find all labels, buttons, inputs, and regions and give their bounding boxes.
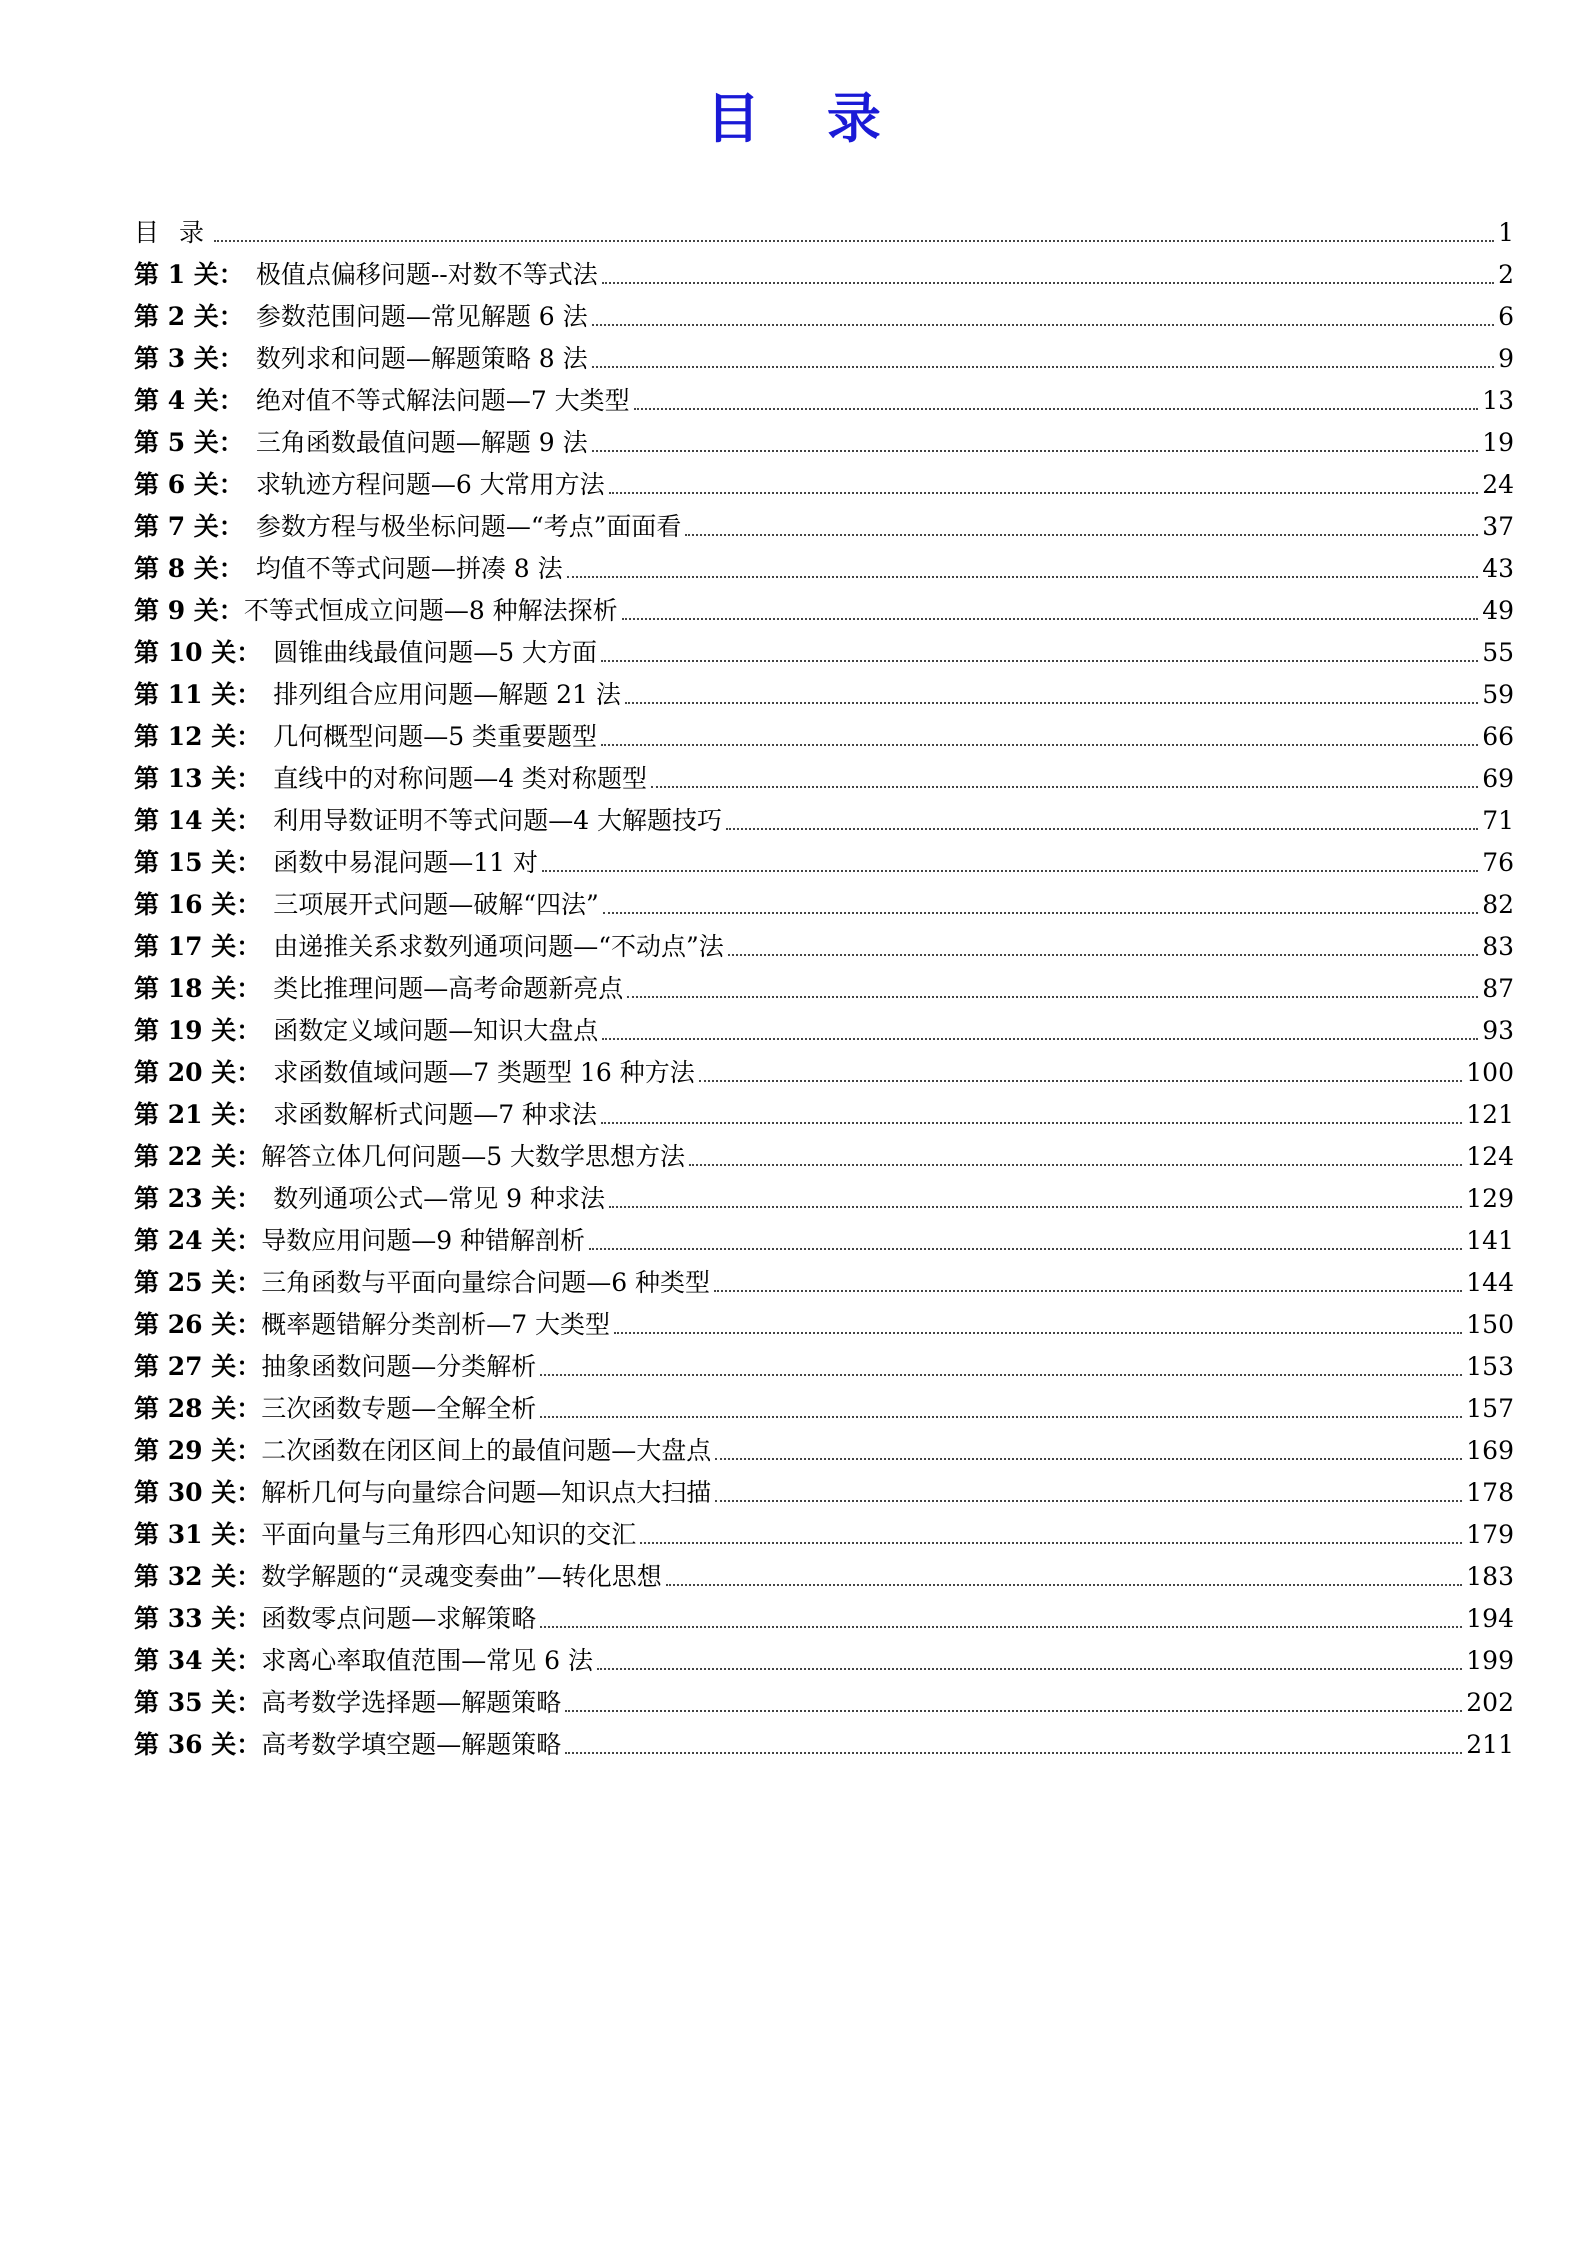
- toc-page-number: 194: [1466, 1604, 1514, 1633]
- toc-entry-text: [134, 1478, 711, 1508]
- toc-page-number: 66: [1482, 722, 1514, 751]
- toc-chapter-title: 三次函数专题—全解全析: [261, 1394, 537, 1423]
- toc-entry[interactable]: [134, 1048, 1514, 1090]
- toc-entry-text: [134, 386, 630, 416]
- toc-chapter-title: 数列通项公式—常见 9 种求法: [273, 1184, 606, 1213]
- toc-page-number: 6: [1498, 302, 1514, 331]
- toc-entry[interactable]: [134, 334, 1514, 376]
- toc-chapter-title: 类比推理问题—高考命题新亮点: [273, 974, 624, 1003]
- toc-chapter-label: 第 35 关：: [134, 1688, 262, 1717]
- toc-chapter-label: 第 24 关：: [134, 1226, 262, 1255]
- toc-chapter-title: 由递推关系求数列通项问题—“不动点”法: [273, 932, 724, 961]
- toc-entry-text: [134, 764, 647, 794]
- toc-page-number: 153: [1466, 1352, 1514, 1381]
- toc-chapter-title: 求函数解析式问题—7 种求法: [273, 1100, 598, 1129]
- toc-entry-text: [134, 890, 599, 920]
- toc-chapter-label: 第 16 关：: [134, 890, 262, 919]
- toc-entry[interactable]: [134, 1552, 1514, 1594]
- toc-chapter-title: 函数中易混问题—11 对: [273, 848, 538, 877]
- toc-page-number: 24: [1482, 470, 1514, 499]
- toc-entry-text: [134, 806, 722, 836]
- dot-leader: [565, 1710, 1462, 1712]
- toc-entry[interactable]: [134, 292, 1514, 334]
- toc-chapter-title: 不等式恒成立问题—8 种解法探析: [243, 596, 618, 625]
- toc-chapter-label: 第 34 关：: [134, 1646, 262, 1675]
- toc-entry-text: [134, 1688, 561, 1718]
- toc-chapter-label: 第 28 关：: [134, 1394, 262, 1423]
- toc-entry[interactable]: [134, 712, 1514, 754]
- toc-entry[interactable]: [134, 1678, 1514, 1720]
- toc-entry-text: [134, 554, 563, 584]
- table-of-contents: [134, 208, 1514, 1762]
- toc-entry[interactable]: [134, 586, 1514, 628]
- dot-leader: [567, 576, 1479, 578]
- toc-chapter-title: 数学解题的“灵魂变奏曲”—转化思想: [261, 1562, 662, 1591]
- dot-leader: [589, 1248, 1462, 1250]
- toc-entry-text: [134, 1142, 685, 1172]
- toc-entry-text: [134, 848, 538, 878]
- dot-leader: [715, 1500, 1462, 1502]
- toc-entry[interactable]: [134, 670, 1514, 712]
- toc-page-number: 150: [1466, 1310, 1514, 1339]
- toc-chapter-title: 绝对值不等式解法问题—7 大类型: [255, 386, 630, 415]
- toc-chapter-label: 第 32 关：: [134, 1562, 262, 1591]
- toc-page-number: 87: [1482, 974, 1514, 1003]
- toc-chapter-label: 第 27 关：: [134, 1352, 262, 1381]
- dot-leader: [540, 1626, 1462, 1628]
- dot-leader: [609, 492, 1479, 494]
- toc-chapter-label: 目 录: [134, 218, 210, 247]
- dot-leader: [666, 1584, 1463, 1586]
- toc-chapter-label: 第 6 关：: [134, 470, 244, 499]
- toc-chapter-label: 第 25 关：: [134, 1268, 262, 1297]
- toc-page-number: 121: [1466, 1100, 1514, 1129]
- toc-chapter-label: 第 10 关：: [134, 638, 262, 667]
- toc-entry-text: [134, 932, 724, 962]
- toc-entry-text: [134, 1184, 605, 1214]
- toc-page-number: 71: [1482, 806, 1514, 835]
- toc-entry[interactable]: [134, 544, 1514, 586]
- dot-leader: [609, 1206, 1462, 1208]
- toc-chapter-label: 第 23 关：: [134, 1184, 262, 1213]
- toc-entry-text: [134, 1100, 597, 1130]
- toc-chapter-label: 第 22 关：: [134, 1142, 262, 1171]
- dot-leader: [592, 366, 1494, 368]
- dot-leader: [592, 324, 1494, 326]
- toc-chapter-title: 圆锥曲线最值问题—5 大方面: [273, 638, 598, 667]
- dot-leader: [214, 240, 1494, 242]
- toc-page-number: 199: [1466, 1646, 1514, 1675]
- dot-leader: [601, 660, 1478, 662]
- toc-page-number: 49: [1482, 596, 1514, 625]
- toc-page-number: 169: [1466, 1436, 1514, 1465]
- toc-entry-text: [134, 638, 597, 668]
- toc-page-number: 59: [1482, 680, 1514, 709]
- toc-chapter-label: 第 33 关：: [134, 1604, 262, 1633]
- toc-chapter-title: 均值不等式问题—拼凑 8 法: [255, 554, 563, 583]
- dot-leader: [685, 534, 1478, 536]
- toc-chapter-title: 直线中的对称问题—4 类对称题型: [273, 764, 648, 793]
- toc-entry[interactable]: [134, 1510, 1514, 1552]
- toc-entry[interactable]: [134, 418, 1514, 460]
- toc-entry[interactable]: [134, 208, 1514, 250]
- dot-leader: [565, 1752, 1462, 1754]
- toc-entry-text: [134, 1646, 593, 1676]
- toc-page-number: 183: [1466, 1562, 1514, 1591]
- toc-entry-text: [134, 1226, 585, 1256]
- toc-entry-text: [134, 1730, 561, 1760]
- dot-leader: [622, 618, 1479, 620]
- dot-leader: [614, 1332, 1462, 1334]
- toc-page-number: 100: [1466, 1058, 1514, 1087]
- dot-leader: [726, 828, 1478, 830]
- toc-chapter-label: 第 13 关：: [134, 764, 262, 793]
- toc-entry-text: [134, 1436, 711, 1466]
- toc-entry-text: [134, 512, 681, 542]
- toc-chapter-title: 参数方程与极坐标问题—“考点”面面看: [255, 512, 682, 541]
- toc-chapter-title: 二次函数在闭区间上的最值问题—大盘点: [261, 1436, 712, 1465]
- toc-chapter-title: 解析几何与向量综合问题—知识点大扫描: [261, 1478, 712, 1507]
- toc-chapter-title: 高考数学填空题—解题策略: [261, 1730, 562, 1759]
- toc-entry[interactable]: [134, 1174, 1514, 1216]
- toc-entry[interactable]: [134, 1720, 1514, 1762]
- toc-entry[interactable]: [134, 1342, 1514, 1384]
- toc-entry-text: [134, 680, 621, 710]
- toc-entry-text: [134, 1394, 536, 1424]
- toc-chapter-label: 第 8 关：: [134, 554, 244, 583]
- toc-entry-text: [134, 974, 623, 1004]
- toc-entry-text: [134, 344, 588, 374]
- toc-entry[interactable]: [134, 250, 1514, 292]
- toc-chapter-title: 函数定义域问题—知识大盘点: [273, 1016, 599, 1045]
- dot-leader: [689, 1164, 1462, 1166]
- toc-chapter-label: 第 2 关：: [134, 302, 244, 331]
- dot-leader: [625, 702, 1478, 704]
- dot-leader: [540, 1374, 1462, 1376]
- toc-entry[interactable]: [134, 1468, 1514, 1510]
- toc-chapter-label: 第 30 关：: [134, 1478, 262, 1507]
- toc-chapter-label: 第 15 关：: [134, 848, 262, 877]
- toc-chapter-title: 数列求和问题—解题策略 8 法: [255, 344, 588, 373]
- toc-entry[interactable]: [134, 1258, 1514, 1300]
- toc-entry-text: [134, 1520, 636, 1550]
- toc-entry-text: [134, 218, 210, 248]
- toc-page-number: 129: [1466, 1184, 1514, 1213]
- toc-page-number: 178: [1466, 1478, 1514, 1507]
- dot-leader: [699, 1080, 1463, 1082]
- toc-entry-text: [134, 596, 618, 626]
- toc-page-number: 43: [1482, 554, 1514, 583]
- dot-leader: [728, 954, 1478, 956]
- toc-chapter-label: 第 4 关：: [134, 386, 244, 415]
- toc-entry[interactable]: [134, 1216, 1514, 1258]
- toc-entry[interactable]: [134, 1300, 1514, 1342]
- dot-leader: [602, 282, 1494, 284]
- toc-chapter-title: 三项展开式问题—破解“四法”: [273, 890, 599, 919]
- dot-leader: [603, 912, 1478, 914]
- toc-page-number: 211: [1466, 1730, 1514, 1759]
- toc-chapter-label: 第 12 关：: [134, 722, 262, 751]
- page-title: 目 录: [706, 86, 905, 150]
- dot-leader: [651, 786, 1478, 788]
- toc-chapter-label: 第 5 关：: [134, 428, 244, 457]
- toc-chapter-label: 第 1 关：: [134, 260, 244, 289]
- toc-page-number: 2: [1498, 260, 1514, 289]
- toc-page-number: 1: [1498, 218, 1514, 247]
- toc-entry-text: [134, 1604, 536, 1634]
- toc-entry-text: [134, 1016, 598, 1046]
- toc-entry-text: [134, 470, 605, 500]
- toc-page-number: 141: [1466, 1226, 1514, 1255]
- toc-entry[interactable]: [134, 1426, 1514, 1468]
- toc-page-number: 157: [1466, 1394, 1514, 1423]
- toc-chapter-title: 求轨迹方程问题—6 大常用方法: [255, 470, 605, 499]
- toc-entry[interactable]: [134, 460, 1514, 502]
- toc-entry[interactable]: [134, 880, 1514, 922]
- toc-chapter-title: 函数零点问题—求解策略: [261, 1604, 537, 1633]
- toc-page-number: 202: [1466, 1688, 1514, 1717]
- dot-leader: [540, 1416, 1462, 1418]
- toc-chapter-label: 第 17 关：: [134, 932, 262, 961]
- toc-entry-text: [134, 1310, 610, 1340]
- toc-chapter-title: 抽象函数问题—分类解析: [261, 1352, 537, 1381]
- toc-entry-text: [134, 722, 597, 752]
- toc-entry-text: [134, 1268, 710, 1298]
- toc-page-number: 13: [1482, 386, 1514, 415]
- toc-chapter-label: 第 21 关：: [134, 1100, 262, 1129]
- toc-entry-text: [134, 1352, 536, 1382]
- toc-entry-text: [134, 1562, 662, 1592]
- toc-chapter-label: 第 7 关：: [134, 512, 244, 541]
- toc-entry[interactable]: [134, 628, 1514, 670]
- toc-entry[interactable]: [134, 1384, 1514, 1426]
- toc-chapter-title: 高考数学选择题—解题策略: [261, 1688, 562, 1717]
- toc-page-number: 55: [1482, 638, 1514, 667]
- dot-leader: [640, 1542, 1462, 1544]
- toc-page-number: 9: [1498, 344, 1514, 373]
- toc-page-number: 179: [1466, 1520, 1514, 1549]
- toc-chapter-label: 第 9 关：: [134, 596, 244, 625]
- toc-entry[interactable]: [134, 1090, 1514, 1132]
- toc-chapter-label: 第 31 关：: [134, 1520, 262, 1549]
- dot-leader: [714, 1290, 1462, 1292]
- toc-chapter-title: 排列组合应用问题—解题 21 法: [273, 680, 621, 709]
- toc-entry[interactable]: [134, 1636, 1514, 1678]
- toc-chapter-title: 利用导数证明不等式问题—4 大解题技巧: [273, 806, 723, 835]
- toc-entry-text: [134, 260, 598, 290]
- toc-entry[interactable]: [134, 838, 1514, 880]
- toc-page-number: 82: [1482, 890, 1514, 919]
- toc-entry-text: [134, 1058, 695, 1088]
- toc-page-number: 19: [1482, 428, 1514, 457]
- toc-page-number: 83: [1482, 932, 1514, 961]
- toc-entry-text: [134, 302, 588, 332]
- toc-entry[interactable]: [134, 1594, 1514, 1636]
- toc-page-number: 93: [1482, 1016, 1514, 1045]
- dot-leader: [597, 1668, 1462, 1670]
- dot-leader: [601, 744, 1478, 746]
- toc-page-number: 144: [1466, 1268, 1514, 1297]
- toc-chapter-label: 第 18 关：: [134, 974, 262, 1003]
- toc-page-number: 37: [1482, 512, 1514, 541]
- toc-entry-text: [134, 428, 588, 458]
- toc-chapter-label: 第 20 关：: [134, 1058, 262, 1087]
- toc-chapter-title: 概率题错解分类剖析—7 大类型: [261, 1310, 611, 1339]
- toc-entry[interactable]: [134, 376, 1514, 418]
- toc-chapter-label: 第 26 关：: [134, 1310, 262, 1339]
- toc-entry[interactable]: [134, 964, 1514, 1006]
- toc-entry[interactable]: [134, 796, 1514, 838]
- toc-chapter-title: 导数应用问题—9 种错解剖析: [261, 1226, 586, 1255]
- toc-chapter-label: 第 11 关：: [134, 680, 262, 709]
- toc-chapter-label: 第 29 关：: [134, 1436, 262, 1465]
- dot-leader: [715, 1458, 1462, 1460]
- toc-page-number: 124: [1466, 1142, 1514, 1171]
- toc-page-number: 69: [1482, 764, 1514, 793]
- toc-chapter-title: 三角函数最值问题—解题 9 法: [255, 428, 588, 457]
- toc-entry[interactable]: [134, 754, 1514, 796]
- toc-chapter-label: 第 3 关：: [134, 344, 244, 373]
- dot-leader: [601, 1122, 1462, 1124]
- toc-chapter-title: 求离心率取值范围—常见 6 法: [261, 1646, 594, 1675]
- toc-chapter-label: 第 36 关：: [134, 1730, 262, 1759]
- toc-chapter-title: 解答立体几何问题—5 大数学思想方法: [261, 1142, 686, 1171]
- toc-chapter-title: 求函数值域问题—7 类题型 16 种方法: [273, 1058, 695, 1087]
- toc-chapter-title: 参数范围问题—常见解题 6 法: [255, 302, 588, 331]
- dot-leader: [627, 996, 1478, 998]
- toc-chapter-title: 平面向量与三角形四心知识的交汇: [261, 1520, 637, 1549]
- toc-chapter-label: 第 14 关：: [134, 806, 262, 835]
- toc-chapter-title: 极值点偏移问题--对数不等式法: [255, 260, 598, 289]
- toc-chapter-title: 三角函数与平面向量综合问题—6 种类型: [261, 1268, 711, 1297]
- toc-entry[interactable]: [134, 1132, 1514, 1174]
- dot-leader: [602, 1038, 1478, 1040]
- toc-chapter-label: 第 19 关：: [134, 1016, 262, 1045]
- dot-leader: [542, 870, 1478, 872]
- toc-entry[interactable]: [134, 502, 1514, 544]
- toc-page-number: 76: [1482, 848, 1514, 877]
- dot-leader: [634, 408, 1479, 410]
- dot-leader: [592, 450, 1479, 452]
- toc-chapter-title: 几何概型问题—5 类重要题型: [273, 722, 598, 751]
- toc-entry[interactable]: [134, 1006, 1514, 1048]
- toc-entry[interactable]: [134, 922, 1514, 964]
